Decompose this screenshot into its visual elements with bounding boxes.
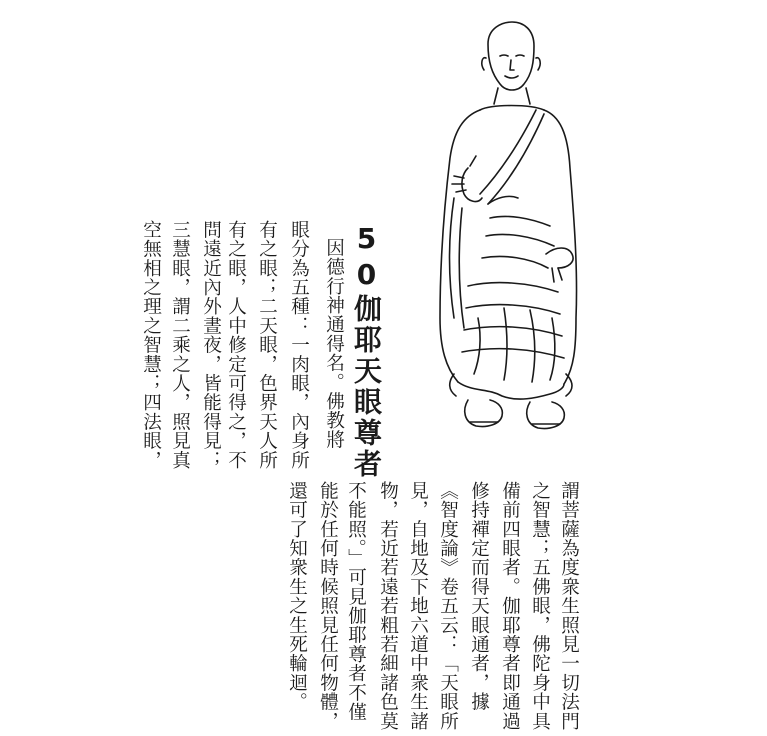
upper-text-column-6: 三慧眼，謂二乘之人，照見真 <box>169 220 191 470</box>
standing-arhat-illustration <box>418 18 598 458</box>
lower-text-column-3: 備前四眼者。伽耶尊者即通過 <box>499 481 521 731</box>
lower-text-column-4: 修持禪定而得天眼通者，據 <box>468 481 490 712</box>
lower-text-column-9: 能於任何時候照見任何物體， <box>317 481 339 731</box>
upper-text-column-5: 問遠近內外晝夜，皆能得見； <box>200 220 222 470</box>
lower-text-column-8: 不能照。」可見伽耶尊者不僅 <box>345 481 367 722</box>
article-number: 50 <box>350 222 383 294</box>
upper-text-column-1: 因德行神通得名。佛教將 <box>323 238 345 450</box>
lower-text-column-7: 物，若近若遠若粗若細諸色莫 <box>377 481 399 731</box>
upper-text-column-4: 有之眼，人中修定可得之，不 <box>225 220 247 470</box>
upper-text-column-2: 眼分為五種：一肉眼，內身所 <box>288 220 310 470</box>
lower-text-column-10: 還可了知衆生之生死輪迴。 <box>286 481 308 712</box>
lower-text-column-2: 之智慧；五佛眼，佛陀身中具 <box>529 481 551 731</box>
lower-text-column-5: 《智度論》卷五云：「天眼所 <box>437 481 459 731</box>
upper-text-column-3: 有之眼；二天眼，色界天人所 <box>256 220 278 470</box>
article-title-text: 伽耶天眼尊者 <box>350 294 383 480</box>
upper-text-column-7: 空無相之理之智慧；四法眼， <box>140 220 162 470</box>
article-title <box>350 222 383 480</box>
lower-text-column-1: 謂菩薩為度衆生照見一切法門 <box>558 481 580 731</box>
lower-text-column-6: 見，自地及下地六道中衆生諸 <box>407 481 429 731</box>
